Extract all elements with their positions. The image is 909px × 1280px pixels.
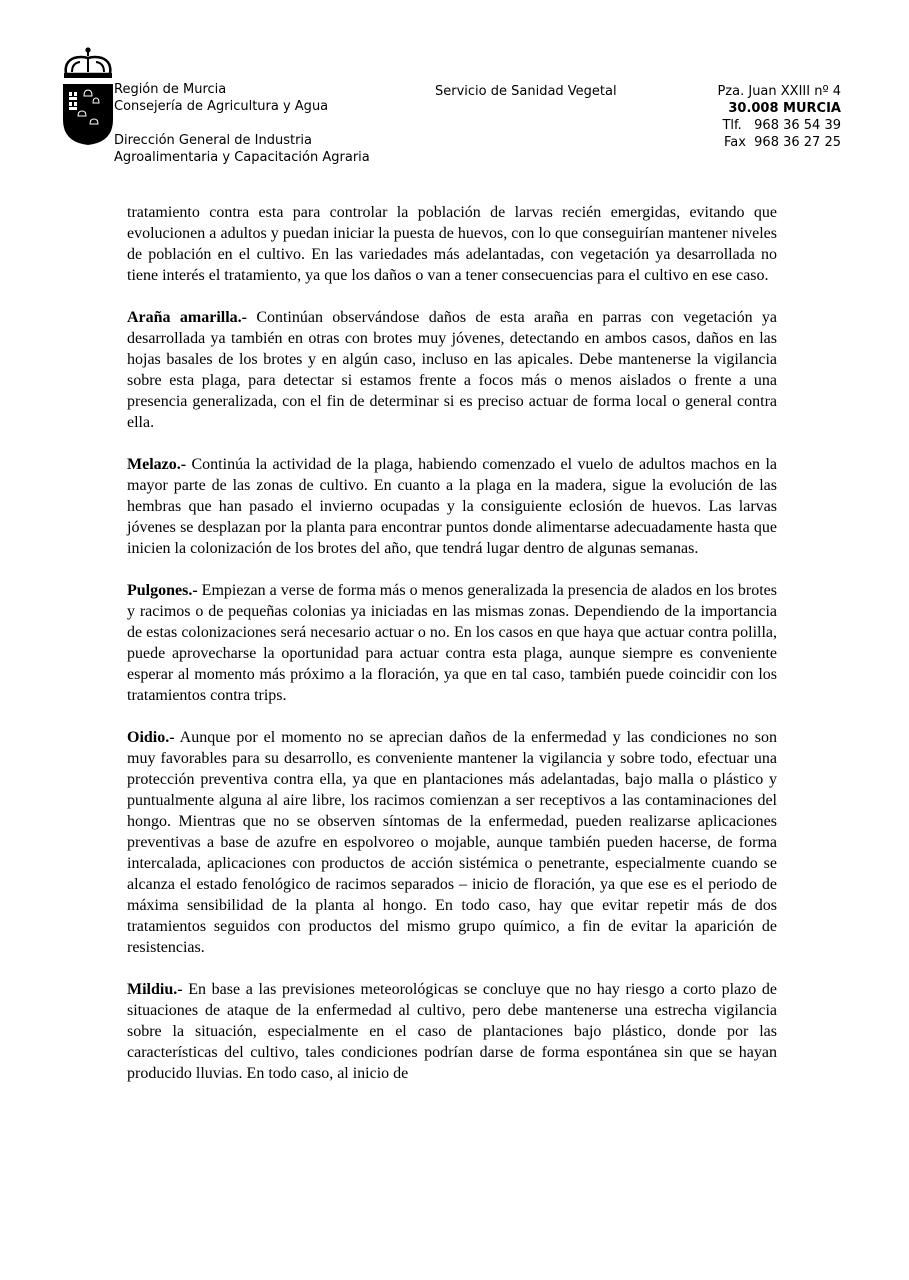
address: Pza. Juan XXIII nº 4 xyxy=(717,84,841,99)
section-arana-amarilla xyxy=(127,307,777,433)
region-coat-of-arms-logo xyxy=(60,46,116,146)
section-pulgones xyxy=(127,580,777,706)
section-title: Araña amarilla.- xyxy=(127,309,247,326)
section-text: Continúa la actividad de la plaga, habiendo comenzado el vuelo de adultos machos en la mayor parte de las zonas de cultivo. En cuanto a la plaga en la madera, sigue la evolución de las hembras que han pasado el invierno ocupadas y la consiguiente eclosión de huevos. Las larvas jóvenes se desplazan por la planta para encontrar puntos donde alimentarse adecuadamente hasta que inicien la colonización de los brotes del año, que tendrá lugar dentro de algunas semanas. xyxy=(127,456,777,557)
section-text: En base a las previsiones meteorológicas se concluye que no hay riesgo a corto plazo de situaciones de ataque de la enfermedad al cultivo, pero debe mantenerse una estrecha vigilancia sobre la situación, especialmente en el caso de plantaciones bajo plástico, donde por las características del cultivo, tales condiciones podrían darse de forma espontánea sin que se hayan producido lluvias. En todo caso, al inicio de xyxy=(127,981,777,1082)
section-melazo xyxy=(127,454,777,559)
section-text: Aunque por el momento no se aprecian daños de la enfermedad y las condiciones no son muy favorables para su desarrollo, es conveniente mantener la vigilancia y sobre todo, efectuar una protección preventiva contra ella, ya que en plantaciones más adelantadas, bajo malla o plástico y puntualmente alguna al aire libre, los racimos comienzan a ser receptivos a las contaminaciones del hongo. Mientras que no se observen síntomas de la enfermedad, pueden realizarse aplicaciones preventivas a base de azufre en espolvoreo o mojable, aunque también pueden hacerse, de forma intercalada, aplicaciones con productos de acción sistémica o penetrante, especialmente cuando se alcanza el estado fenológico de racimos separados – inicio de floración, ya que ese es el periodo de máxima sensibilidad de la planta al hongo. En todo caso, hay que evitar repetir más de dos tratamientos seguidos con productos del mismo grupo químico, a fin de evitar la aparición de resistencias. xyxy=(127,729,777,956)
region-name: Región de Murcia xyxy=(114,82,227,97)
header-organization xyxy=(114,81,328,115)
section-title: Oidio.- xyxy=(127,729,175,746)
section-text: Empiezan a verse de forma más o menos generalizada la presencia de alados en los brotes y racimos o de pequeñas colonias ya iniciadas en las mismas zonas. Dependiendo de la importancia de estas colonizaciones será necesario actuar o no. En los casos en que haya que actuar contra polilla, puede aprovecharse la oportunidad para actuar contra esta plaga, aunque siempre es conveniente esperar al momento más próximo a la floración, ya que en tal caso, también puede coincidir con los tratamientos contra trips. xyxy=(127,582,777,704)
document-body xyxy=(127,202,777,1084)
header-contact xyxy=(717,83,841,151)
section-oidio xyxy=(127,727,777,958)
header-directorate xyxy=(114,132,370,166)
section-title: Mildiu.- xyxy=(127,981,183,998)
section-title: Pulgones.- xyxy=(127,582,198,599)
directorate-line-1: Dirección General de Industria xyxy=(114,133,313,148)
intro-paragraph: tratamiento contra esta para controlar la población de larvas recién emergidas, evitando que evolucionen a adultos y puedan iniciar la puesta de huevos, con lo que conseguirían mantener niveles de población en el cultivo. En las variedades más adelantadas, con vegetación ya desarrollada no tiene interés el tratamiento, ya que los daños o van a tener consecuencias para el cultivo en ese caso. xyxy=(127,204,777,284)
directorate-line-2: Agroalimentaria y Capacitación Agraria xyxy=(114,150,370,165)
fax: Fax 968 36 27 25 xyxy=(723,135,841,150)
section-title: Melazo.- xyxy=(127,456,187,473)
phone: Tlf. 968 36 54 39 xyxy=(722,118,841,133)
section-mildiu xyxy=(127,979,777,1084)
service-name: Servicio de Sanidad Vegetal xyxy=(435,84,617,99)
city: 30.008 MURCIA xyxy=(728,101,841,116)
department-name: Consejería de Agricultura y Agua xyxy=(114,99,329,114)
section-text: Continúan observándose daños de esta araña en parras con vegetación ya desarrollada ya también en otras con brotes muy jóvenes, detectando en ambos casos, daños en las hojas basales de los brotes y en algún caso, incluso en las apicales. Debe mantenerse la vigilancia sobre esta plaga, para detectar si estamos frente a focos más o menos aislados o frente a una presencia generalizada, con el fin de determinar si es preciso actuar de forma local o general contra ella. xyxy=(127,309,777,431)
